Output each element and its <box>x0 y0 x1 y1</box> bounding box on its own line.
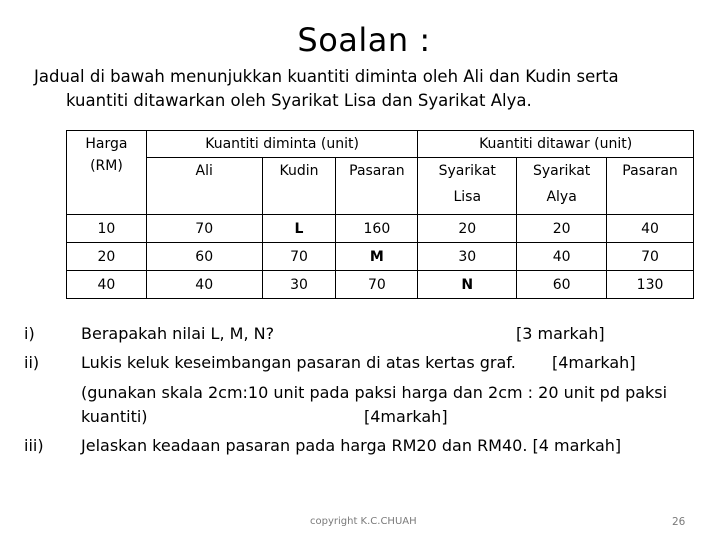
table-row <box>67 271 694 299</box>
table-cell: 20 <box>67 243 147 271</box>
table-cell: L <box>262 215 336 243</box>
table-cell: 30 <box>418 243 517 271</box>
table-cell: 20 <box>517 215 607 243</box>
subheader-ali: Ali <box>146 158 262 215</box>
header-kuantiti-diminta: Kuantiti diminta (unit) <box>146 131 417 158</box>
question-mark: [4markah] <box>364 407 448 426</box>
subheader-syarikat-lisa: Syarikat Lisa <box>418 158 517 215</box>
table-cell: 30 <box>262 271 336 299</box>
question-number: ii) <box>24 353 40 372</box>
table-cell: 40 <box>517 243 607 271</box>
footer-copyright: copyright K.C.CHUAH <box>310 516 417 527</box>
table-cell: 70 <box>146 215 262 243</box>
table-cell: 60 <box>517 271 607 299</box>
question-3 <box>24 434 714 458</box>
subheader-pasaran-diminta: Pasaran <box>336 158 418 215</box>
table-cell: 70 <box>262 243 336 271</box>
table-cell: 10 <box>67 215 147 243</box>
question-list <box>24 322 714 458</box>
subheader-syarikat-alya: Syarikat Alya <box>517 158 607 215</box>
table-cell: 40 <box>67 271 147 299</box>
table-row <box>67 243 694 271</box>
question-1 <box>24 322 714 346</box>
question-text: Lukis keluk keseimbangan pasaran di atas kertas graf. <box>81 353 516 372</box>
question-2 <box>24 351 714 375</box>
intro-line-1: Jadual di bawah menunjukkan kuantiti diminta oleh Ali dan Kudin serta <box>34 67 619 86</box>
question-mark: [4markah] <box>552 353 636 372</box>
subheader-kudin: Kudin <box>262 158 336 215</box>
table-row <box>67 215 694 243</box>
table-cell: 40 <box>607 215 694 243</box>
table-cell: 60 <box>146 243 262 271</box>
table-cell: 70 <box>607 243 694 271</box>
quantity-table <box>66 130 694 299</box>
subheader-pasaran-ditawar: Pasaran <box>607 158 694 215</box>
question-text-line2: kuantiti) <box>81 407 148 426</box>
slide-title: Soalan : <box>297 21 431 59</box>
question-2-note <box>24 381 714 429</box>
table-cell: 70 <box>336 271 418 299</box>
intro-text <box>34 65 714 113</box>
intro-line-2: kuantiti ditawarkan oleh Syarikat Lisa dan Syarikat Alya. <box>66 91 532 110</box>
table-cell: 160 <box>336 215 418 243</box>
table-cell: 20 <box>418 215 517 243</box>
table-cell: N <box>418 271 517 299</box>
table-cell: M <box>336 243 418 271</box>
slide-number: 26 <box>672 516 686 528</box>
question-text-line1: (gunakan skala 2cm:10 unit pada paksi harga dan 2cm : 20 unit pd paksi <box>81 383 668 402</box>
table-cell: 40 <box>146 271 262 299</box>
question-mark: [3 markah] <box>516 324 605 343</box>
header-kuantiti-ditawar: Kuantiti ditawar (unit) <box>418 131 694 158</box>
question-text: Jelaskan keadaan pasaran pada harga RM20 dan RM40. [4 markah] <box>81 436 622 455</box>
question-text: Berapakah nilai L, M, N? <box>81 324 275 343</box>
question-number: i) <box>24 324 35 343</box>
table-cell: 130 <box>607 271 694 299</box>
header-harga: Harga (RM) <box>67 131 147 215</box>
question-number: iii) <box>24 436 44 455</box>
